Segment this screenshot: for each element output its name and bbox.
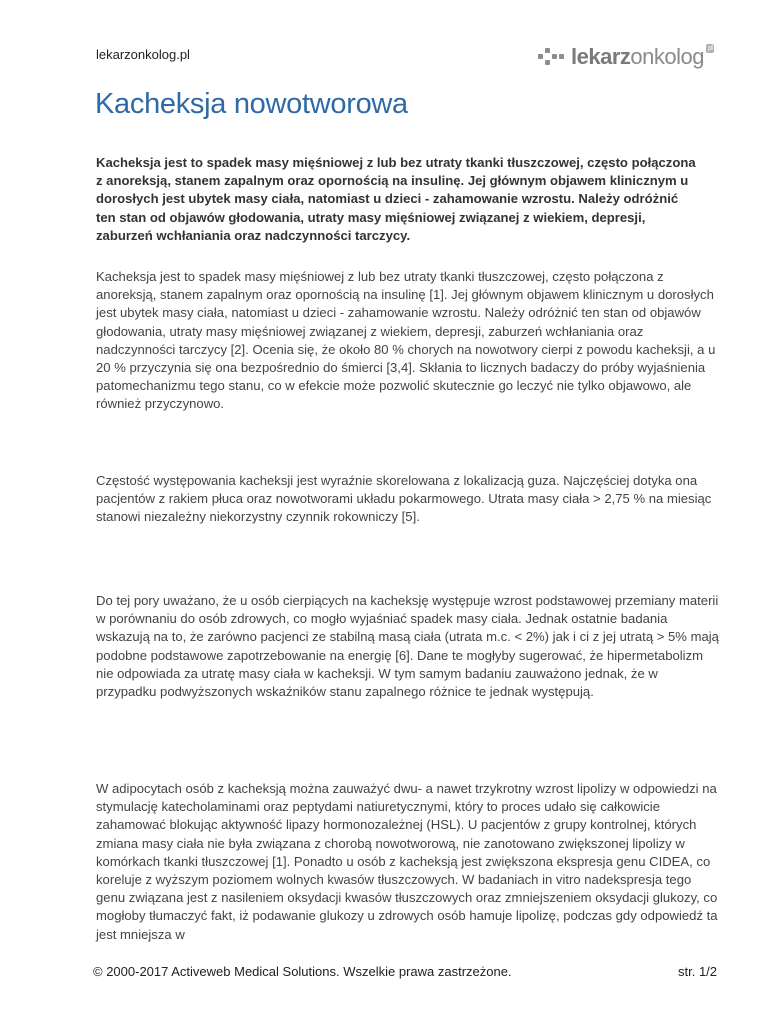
logo-text-rest: onkolog [630,44,704,69]
logo-badge: pl [707,45,713,52]
article-lead: Kacheksja jest to spadek masy mięśniowej z lub bez utraty tkanki tłuszczowej, często połączona z anoreksją, stanem zapalnym oraz opornością na insulinę. Jej głównym objawem klinicznym u dorosłych jest ubytek masy ciała, natomiast u dzieci - zahamowanie wzrostu. Należy odróżnić ten stan od objawów głodowania, utraty masy mięśniowej związanej z wiekiem, depresji, zaburzeń wchłaniania oraz nadczynności tarczycy. [96,155,696,243]
article-paragraph: W adipocytach osób z kacheksją można zauważyć dwu- a nawet trzykrotny wzrost lipolizy w odpowiedzi na stymulację katecholaminami oraz peptydami natiuretycznymi, który to proces udało się całkowicie zahamować blokując aktywność lipazy hormonozależnej (HSL). U pacjentów z grupy kontrolnej, których zmiana masy ciała nie była związana z chorobą nowotworową, nie zanotowano zwiększonej lipolizy w komórkach tkanki tłuszczowej [1]. Ponadto u osób z kacheksją jest zwiększona ekspresja genu CIDEA, co koreluje z wyższym poziomem wolnych kwasów tłuszczowych. W badaniach in vitro nadekspresja tego genu związana jest z nasileniem oksydacji kwasów tłuszczowych oraz zmniejszeniem oksydacji glukozy, co mogłoby tłumaczyć fakt, iż podawanie glukozy u zdrowych osób hamuje lipolizę, podczas gdy odpowiedź ta jest mniejsza w [96,781,718,942]
page-title: Kacheksja nowotworowa [95,88,408,120]
article-paragraph: Do tej pory uważano, że u osób cierpiących na kacheksję występuje wzrost podstawowej przemiany materii w porównaniu do osób zdrowych, co mogło wyjaśniać spadek masy ciała. Jednak ostatnie badania wskazują na to, że zarówno pacjenci ze stabilną masą ciała (utrata m.c. < 2%) jak i ci z jej utratą > 5% mają podobne podstawowe zapotrzebowanie na energię [6]. Dane te mogłyby sugerować, że hipermetabolizm nie odpowiada za utratę masy ciała w kacheksji. W tym samym badaniu zauważono jednak, że w przypadku podwyższonych wskaźników stanu zapalnego różnice te jednak występują. [96,593,719,700]
site-logo[interactable] [538,44,714,70]
article-paragraph: Kacheksja jest to spadek masy mięśniowej z lub bez utraty tkanki tłuszczowej, często połączona z anoreksją, stanem zapalnym oraz opornością na insulinę [1]. Jej głównym objawem klinicznym u dorosłych jest ubytek masy ciała, natomiast u dzieci - zahamowanie wzrostu. Należy odróżnić ten stan od objawów głodowania, utraty masy mięśniowej związanej z wiekiem, depresji, zaburzeń wchłaniania oraz nadczynności tarczycy [2]. Ocenia się, że około 80 % chorych na nowotwory cierpi z powodu kacheksji, a u 20 % przyczynia się ona bezpośrednio do śmierci [3,4]. Skłania to licznych badaczy do próby wyjaśnienia patomechanizmu tego stanu, co w efekcie może pozwolić skutecznie go leczyć nie tylko objawowo, ale również przyczynowo. [96,269,716,412]
logo-text [571,44,714,70]
footer-copyright: © 2000-2017 Activeweb Medical Solutions. Wszelkie prawa zastrzeżone. [93,964,512,979]
page-number: str. 1/2 [678,964,718,979]
article-paragraph: Częstość występowania kacheksji jest wyraźnie skorelowana z lokalizacją guza. Najczęściej dotyka ona pacjentów z rakiem płuca oraz nowotworami układu pokarmowego. Utrata masy ciała > 2,75 % na miesiąc stanowi niezależny niekorzystny czynnik rokowniczy [5]. [96,473,712,525]
dots-icon [538,46,568,68]
logo-text-bold: lekarz [571,44,631,69]
site-url[interactable]: lekarzonkolog.pl [96,47,190,62]
